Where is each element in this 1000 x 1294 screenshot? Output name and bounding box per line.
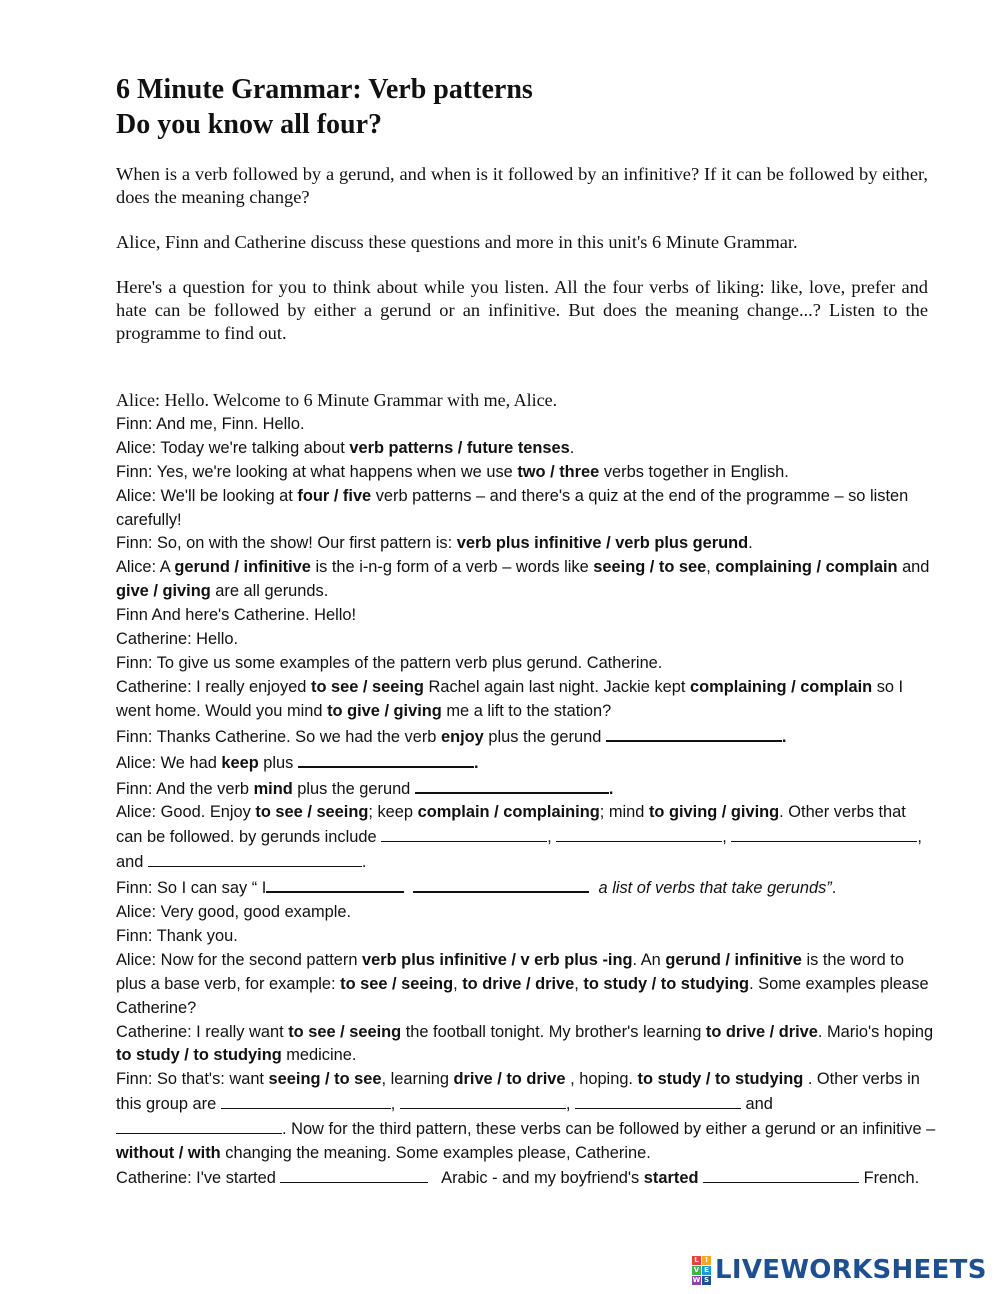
choice-option[interactable]: to see / seeing bbox=[255, 803, 369, 822]
choice-option[interactable]: to study / to studying bbox=[116, 1046, 282, 1065]
choice-option[interactable]: verb plus infinitive / verb plus gerund bbox=[456, 534, 749, 553]
choice-option[interactable]: to give / giving bbox=[327, 701, 442, 720]
answer-blank[interactable] bbox=[400, 1092, 566, 1109]
answer-blank[interactable] bbox=[556, 825, 722, 842]
choice-option[interactable]: drive / to drive bbox=[453, 1070, 566, 1089]
choice-option[interactable]: verb patterns / future tenses bbox=[349, 438, 570, 457]
answer-blank[interactable] bbox=[116, 1117, 282, 1134]
choice-option[interactable]: verb plus infinitive / v erb plus -ing bbox=[362, 950, 633, 969]
dialogue-line-18: Finn: Thank you. bbox=[116, 926, 238, 945]
dialogue-line-4: Finn: Yes, we're looking at what happens when we use two / three verbs together in English. bbox=[116, 462, 789, 481]
answer-blank[interactable] bbox=[575, 1092, 741, 1109]
answer-blank[interactable] bbox=[221, 1092, 391, 1109]
dialogue-line-16: Finn: So I can say “ I a list of verbs that take gerunds”. bbox=[116, 875, 936, 901]
logo-mark-cell: V bbox=[693, 1265, 700, 1274]
choice-option[interactable]: complaining / complain bbox=[690, 677, 873, 696]
choice-option[interactable]: without / with bbox=[116, 1144, 221, 1163]
answer-blank[interactable] bbox=[415, 776, 609, 794]
dialogue-line-13: Alice: We had keep plus . bbox=[116, 750, 936, 776]
dialogue-line-3: Alice: Today we're talking about verb patterns / future tenses. bbox=[116, 438, 575, 457]
logo-text: LIVEWORKSHEETS bbox=[715, 1255, 987, 1285]
choice-option[interactable]: to study / to studying bbox=[583, 974, 750, 993]
choice-option[interactable]: two / three bbox=[517, 462, 600, 481]
dialogue-line-9: Catherine: Hello. bbox=[116, 630, 239, 649]
answer-blank[interactable] bbox=[731, 825, 917, 842]
choice-option[interactable]: gerund / infinitive bbox=[665, 950, 802, 969]
dialogue-line-19: Alice: Now for the second pattern verb plus infinitive / v erb plus -ing. An gerund / infinitive is the word to plus a base verb, for example: to see / seeing, to drive / drive, to study / to studying. Some examples please Catherine? bbox=[116, 950, 929, 1017]
choice-option[interactable]: to giving / giving bbox=[648, 803, 780, 822]
logo-mark-cell: S bbox=[703, 1275, 710, 1284]
dialogue-line-12: Finn: Thanks Catherine. So we had the verb enjoy plus the gerund . bbox=[116, 724, 936, 750]
logo-mark-cell: W bbox=[692, 1275, 701, 1284]
answer-blank[interactable] bbox=[381, 825, 547, 842]
dialogue-line-11: Catherine: I really enjoyed to see / seeing Rachel again last night. Jackie kept complaining / complain so I went home. Would you mind to give / giving me a lift to the station? bbox=[116, 677, 904, 720]
choice-option[interactable]: complain / complaining bbox=[417, 803, 600, 822]
choice-option[interactable]: give / giving bbox=[116, 582, 211, 601]
answer-blank[interactable] bbox=[266, 875, 404, 893]
dialogue-line-8: Finn And here's Catherine. Hello! bbox=[116, 606, 357, 625]
dialogue-line-7: Alice: A gerund / infinitive is the i-n-g form of a verb – words like seeing / to see, complaining / complain and give / giving are all gerunds. bbox=[116, 558, 930, 601]
dialogue-line-17: Alice: Very good, good example. bbox=[116, 903, 352, 922]
dialogue-line-14: Finn: And the verb mind plus the gerund . bbox=[116, 776, 936, 802]
answer-blank[interactable] bbox=[413, 875, 589, 893]
choice-option[interactable]: complaining / complain bbox=[715, 558, 898, 577]
intro-paragraph-2: Alice, Finn and Catherine discuss these questions and more in this unit's 6 Minute Grammar. bbox=[116, 232, 798, 252]
choice-option[interactable]: seeing / to see bbox=[593, 558, 707, 577]
dialogue-line-21: Finn: So that's: want seeing / to see, learning drive / to drive , hoping. to study / to studying . Other verbs in this group are , , and . Now for the third pattern, these verbs can be followed by either a gerund or an infinitive – without / with changing the meaning. Some examples please, Catherine. bbox=[116, 1070, 936, 1163]
worksheet-title bbox=[116, 72, 533, 142]
dialogue-transcript bbox=[116, 389, 936, 1191]
dialogue-line-15: Alice: Good. Enjoy to see / seeing; keep complain / complaining; mind to giving / giving. Other verbs that can be followed. by gerunds include , , , and . bbox=[116, 803, 922, 872]
answer-blank[interactable] bbox=[298, 750, 474, 768]
dialogue-line-10: Finn: To give us some examples of the pattern verb plus gerund. Catherine. bbox=[116, 653, 663, 672]
answer-blank[interactable] bbox=[606, 724, 782, 742]
dialogue-line-1: Alice: Hello. Welcome to 6 Minute Grammar with me, Alice. bbox=[116, 390, 558, 410]
answer-blank[interactable] bbox=[280, 1166, 428, 1183]
answer-blank[interactable] bbox=[703, 1166, 859, 1183]
choice-option[interactable]: to see / seeing bbox=[310, 677, 424, 696]
choice-option[interactable]: gerund / infinitive bbox=[174, 558, 311, 577]
title-line-2: Do you know all four? bbox=[116, 109, 383, 140]
choice-option[interactable]: to see / seeing bbox=[288, 1022, 402, 1041]
logo-mark-icon bbox=[692, 1256, 711, 1285]
logo-mark-cell: E bbox=[702, 1266, 711, 1275]
choice-option[interactable]: four / five bbox=[297, 486, 372, 505]
choice-option[interactable]: to drive / drive bbox=[705, 1022, 818, 1041]
title-line-1: 6 Minute Grammar: Verb patterns bbox=[116, 74, 533, 105]
answer-blank[interactable] bbox=[148, 850, 362, 867]
dialogue-line-2: Finn: And me, Finn. Hello. bbox=[116, 414, 305, 433]
choice-option[interactable]: to drive / drive bbox=[462, 974, 575, 993]
intro-paragraph-1: When is a verb followed by a gerund, and when is it followed by an infinitive? If it can be followed by either, does the meaning change? bbox=[116, 164, 928, 207]
dialogue-line-6: Finn: So, on with the show! Our first pattern is: verb plus infinitive / verb plus gerund. bbox=[116, 534, 753, 553]
logo-mark-cell: L bbox=[692, 1256, 701, 1265]
dialogue-line-5: Alice: We'll be looking at four / five verb patterns – and there's a quiz at the end of the programme – so listen carefully! bbox=[116, 486, 909, 529]
choice-option[interactable]: seeing / to see bbox=[268, 1070, 382, 1089]
intro-paragraph-3: Here's a question for you to think about while you listen. All the four verbs of liking: like, love, prefer and hate can be followed by either a gerund or an infinitive. But does the meaning change...? Listen to the programme to find out. bbox=[116, 277, 928, 343]
choice-option[interactable]: to see / seeing bbox=[340, 974, 454, 993]
choice-option[interactable]: to study / to studying bbox=[637, 1070, 804, 1089]
liveworksheets-logo bbox=[692, 1255, 987, 1285]
dialogue-line-20: Catherine: I really want to see / seeing the football tonight. My brother's learning to drive / drive. Mario's hoping to study / to studying medicine. bbox=[116, 1022, 934, 1065]
logo-mark-cell: I bbox=[702, 1256, 711, 1265]
dialogue-line-22: Catherine: I've started Arabic - and my boyfriend's started French. bbox=[116, 1166, 936, 1191]
